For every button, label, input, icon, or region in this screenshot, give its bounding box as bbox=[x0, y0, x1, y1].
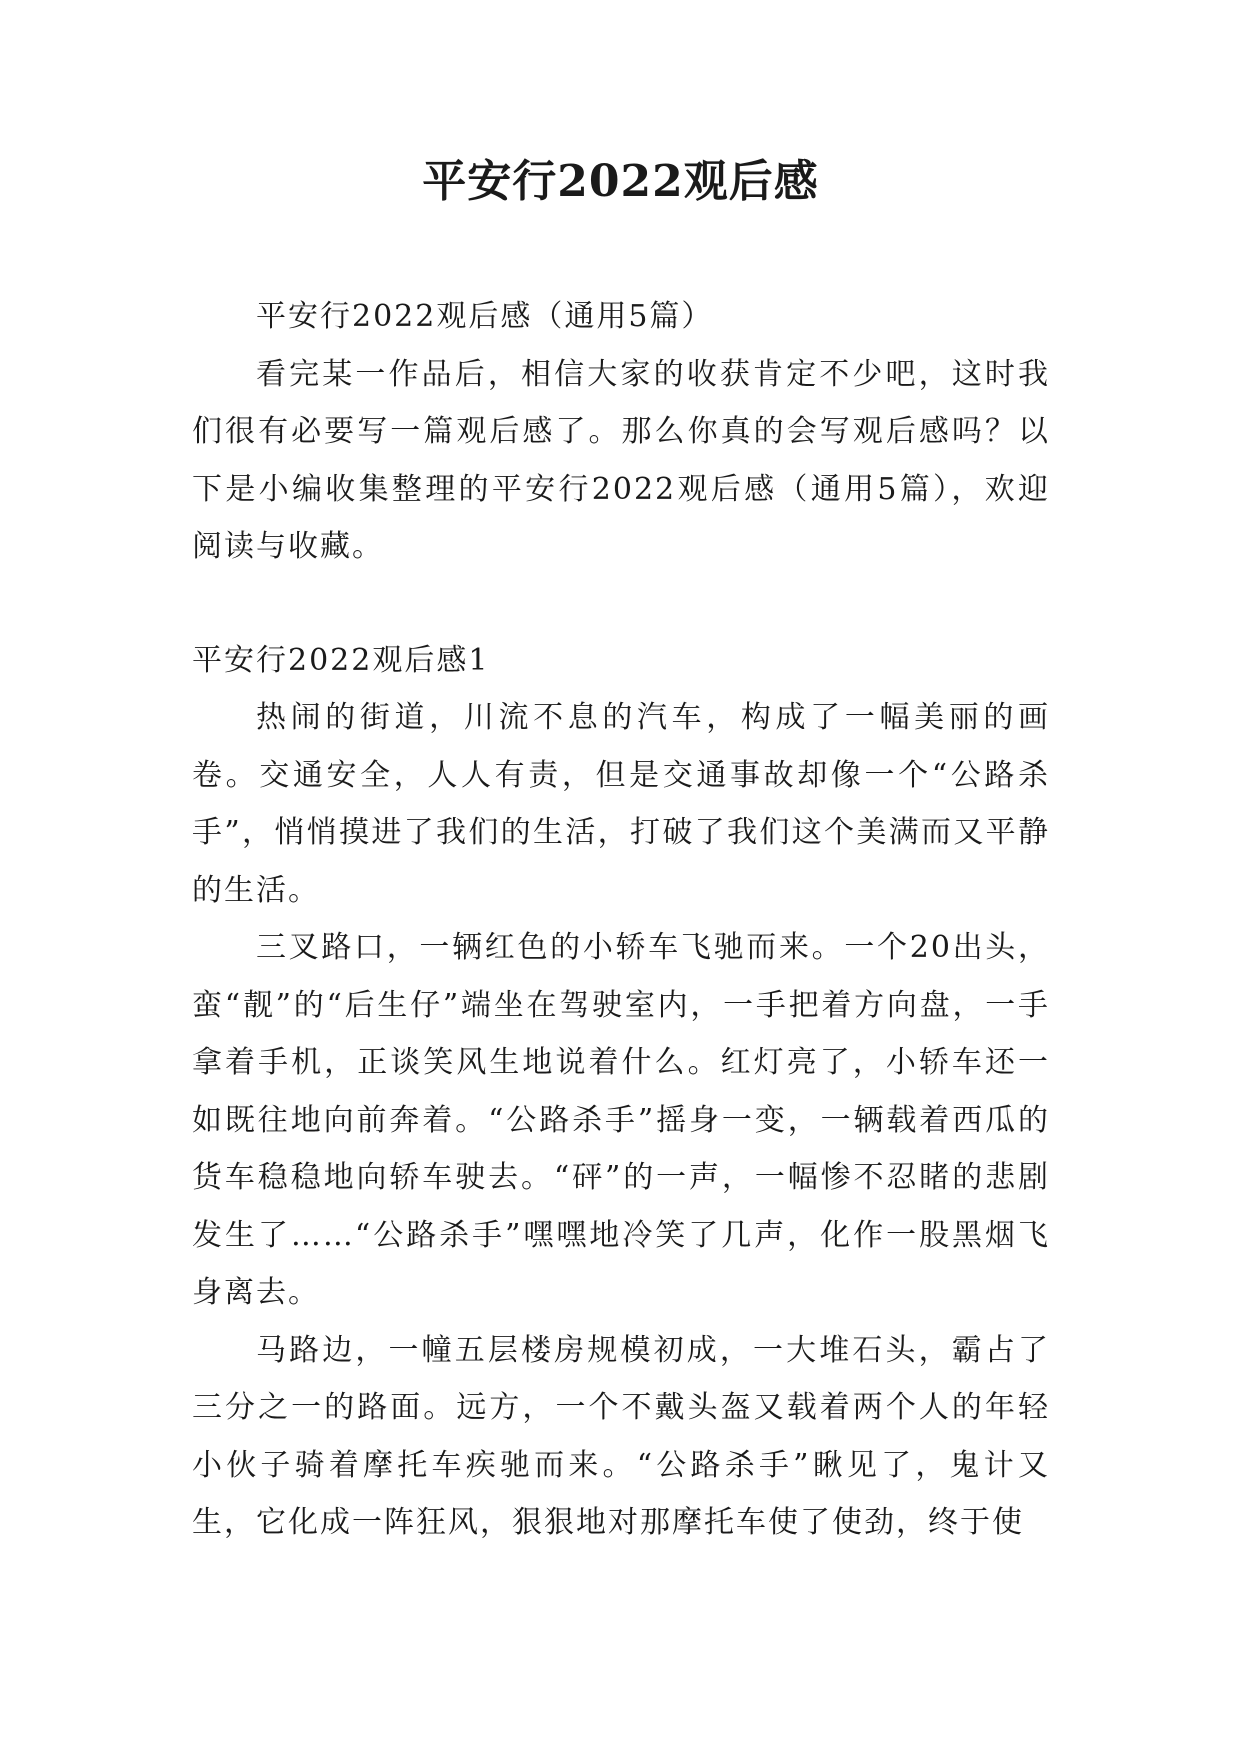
section-spacer bbox=[192, 576, 1050, 632]
intro-paragraph: 看完某一作品后，相信大家的收获肯定不少吧，这时我们很有必要写一篇观后感了。那么你真的会写观后感吗？以下是小编收集整理的平安行2022观后感（通用5篇），欢迎阅读与收藏。 bbox=[192, 356, 1050, 564]
section-heading: 平安行2022观后感1 bbox=[192, 642, 490, 678]
body-paragraph: 马路边，一幢五层楼房规模初成，一大堆石头，霸占了三分之一的路面。远方，一个不戴头盔又载着两个人的年轻小伙子骑着摩托车疾驰而来。“公路杀手”瞅见了，鬼计又生，它化成一阵狂风，狠狠地对那摩托车使了使劲，终于使 bbox=[192, 1332, 1050, 1540]
body-paragraph: 热闹的街道，川流不息的汽车，构成了一幅美丽的画卷。交通安全，人人有责，但是交通事故却像一个“公路杀手”，悄悄摸进了我们的生活，打破了我们这个美满而又平静的生活。 bbox=[192, 700, 1050, 908]
subtitle-line: 平安行2022观后感（通用5篇） bbox=[256, 299, 714, 334]
document-body bbox=[192, 288, 1050, 1552]
document-title: 平安行2022观后感 bbox=[422, 156, 819, 207]
body-paragraph: 三叉路口，一辆红色的小轿车飞驰而来。一个20出头，蛮“靓”的“后生仔”端坐在驾驶室内，一手把着方向盘，一手拿着手机，正谈笑风生地说着什么。红灯亮了，小轿车还一如既往地向前奔着。“公路杀手”摇身一变，一辆载着西瓜的货车稳稳地向轿车驶去。“砰”的一声，一幅惨不忍睹的悲剧发生了……“公路杀手”嘿嘿地冷笑了几声，化作一股黑烟飞身离去。 bbox=[192, 930, 1050, 1310]
